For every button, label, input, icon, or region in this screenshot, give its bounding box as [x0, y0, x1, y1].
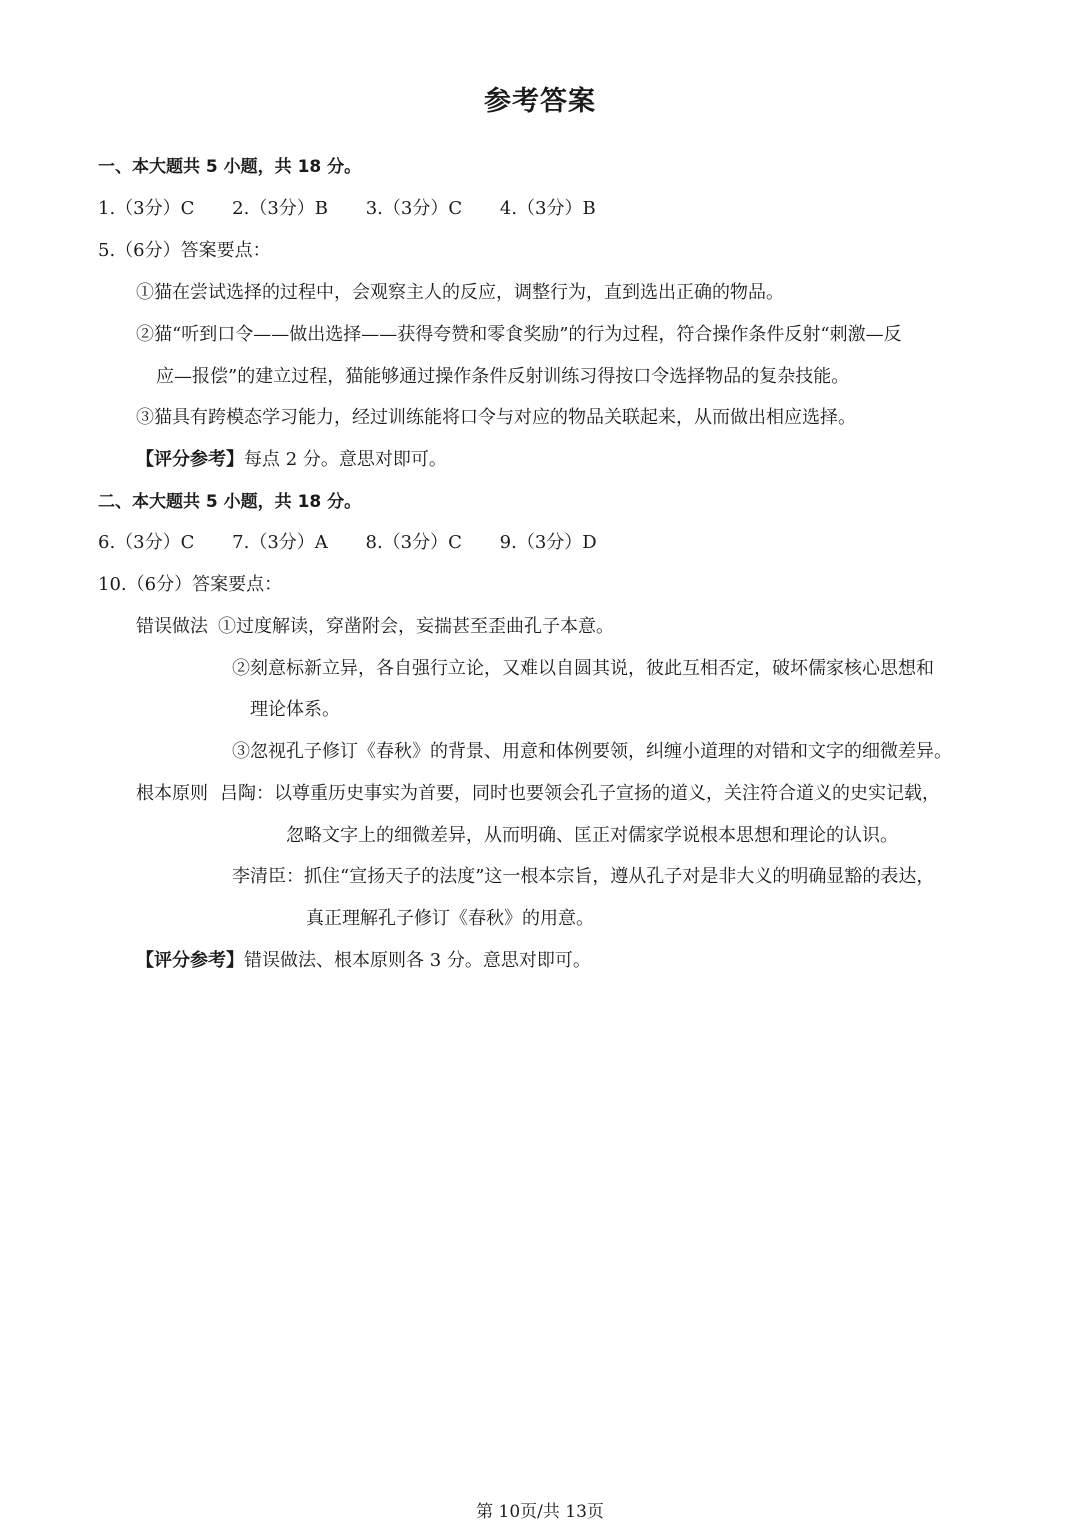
- lutao-text: 以尊重历史事实为首要，同时也要领会孔子宣扬的道义，关注符合道义的史实记载，: [274, 783, 940, 804]
- q10-lutao-line-1: [220, 782, 940, 806]
- answer-8: 8.（3分）C: [365, 532, 462, 553]
- answer-9: 9.（3分）D: [499, 532, 597, 553]
- q10-wrong-1: ①过度解读，穿凿附会，妄揣甚至歪曲孔子本意。: [218, 616, 614, 637]
- liqingchen-text: 抓住“宣扬天子的法度”这一根本宗旨，遵从孔子对是非大义的明确显豁的表达，: [304, 866, 935, 887]
- q5-point-3: ③猫具有跨模态学习能力，经过训练能将口令与对应的物品关联起来，从而做出相应选择。: [136, 407, 856, 428]
- page-title: 参考答案: [484, 86, 596, 117]
- page-footer: 第 10页/共 13页: [476, 1502, 604, 1522]
- q5-point-1: ①猫在尝试选择的过程中，会观察主人的反应，调整行为，直到选出正确的物品。: [136, 282, 784, 303]
- answer-7: 7.（3分）A: [232, 532, 328, 553]
- q5-heading: 5.（6分）答案要点：: [98, 240, 271, 261]
- section-1-answers: [98, 197, 628, 221]
- q10-heading: 10.（6分）答案要点：: [98, 574, 283, 595]
- answer-1: 1.（3分）C: [98, 198, 195, 219]
- lutao-name: 吕陶：: [220, 783, 274, 804]
- q10-wrong-2-line-2: 理论体系。: [250, 699, 340, 720]
- q10-liqingchen-line-2: 真正理解孔子修订《春秋》的用意。: [306, 908, 594, 929]
- q10-wrong-3: ③忽视孔子修订《春秋》的背景、用意和体例要领，纠缠小道理的对错和文字的细微差异。: [232, 741, 952, 762]
- score-tag: 【评分参考】: [136, 950, 244, 971]
- score-text: 错误做法、根本原则各 3 分。意思对即可。: [244, 950, 591, 971]
- q5-point-2-line-2: 应—报偿”的建立过程，猫能够通过操作条件反射训练习得按口令选择物品的复杂技能。: [156, 366, 850, 387]
- score-text: 每点 2 分。意思对即可。: [244, 449, 447, 470]
- q5-score-note: [136, 448, 447, 472]
- score-tag: 【评分参考】: [136, 449, 244, 470]
- section-1-heading: 一、本大题共 5 小题，共 18 分。: [98, 157, 362, 177]
- answer-2: 2.（3分）B: [232, 198, 328, 219]
- liqingchen-name: 李清臣：: [232, 866, 304, 887]
- q10-lutao-line-2: 忽略文字上的细微差异，从而明确、匡正对儒家学说根本思想和理论的认识。: [286, 825, 898, 846]
- answer-3: 3.（3分）C: [365, 198, 463, 219]
- q10-wrong-2-line-1: ②刻意标新立异，各自强行立论，又难以自圆其说，彼此互相否定，破坏儒家核心思想和: [232, 658, 934, 679]
- section-2-answers: [98, 531, 629, 555]
- q10-score-note: [136, 949, 591, 973]
- q10-principle-label: 根本原则: [136, 783, 208, 804]
- answer-4: 4.（3分）B: [499, 198, 596, 219]
- answer-6: 6.（3分）C: [98, 532, 195, 553]
- q10-liqingchen-line-1: [232, 865, 934, 889]
- q5-point-2-line-1: ②猫“听到口令——做出选择——获得夸赞和零食奖励”的行为过程，符合操作条件反射“刺激—反: [136, 324, 902, 345]
- section-2-heading: 二、本大题共 5 小题，共 18 分。: [98, 492, 362, 512]
- q10-wrong-label: 错误做法: [136, 616, 208, 637]
